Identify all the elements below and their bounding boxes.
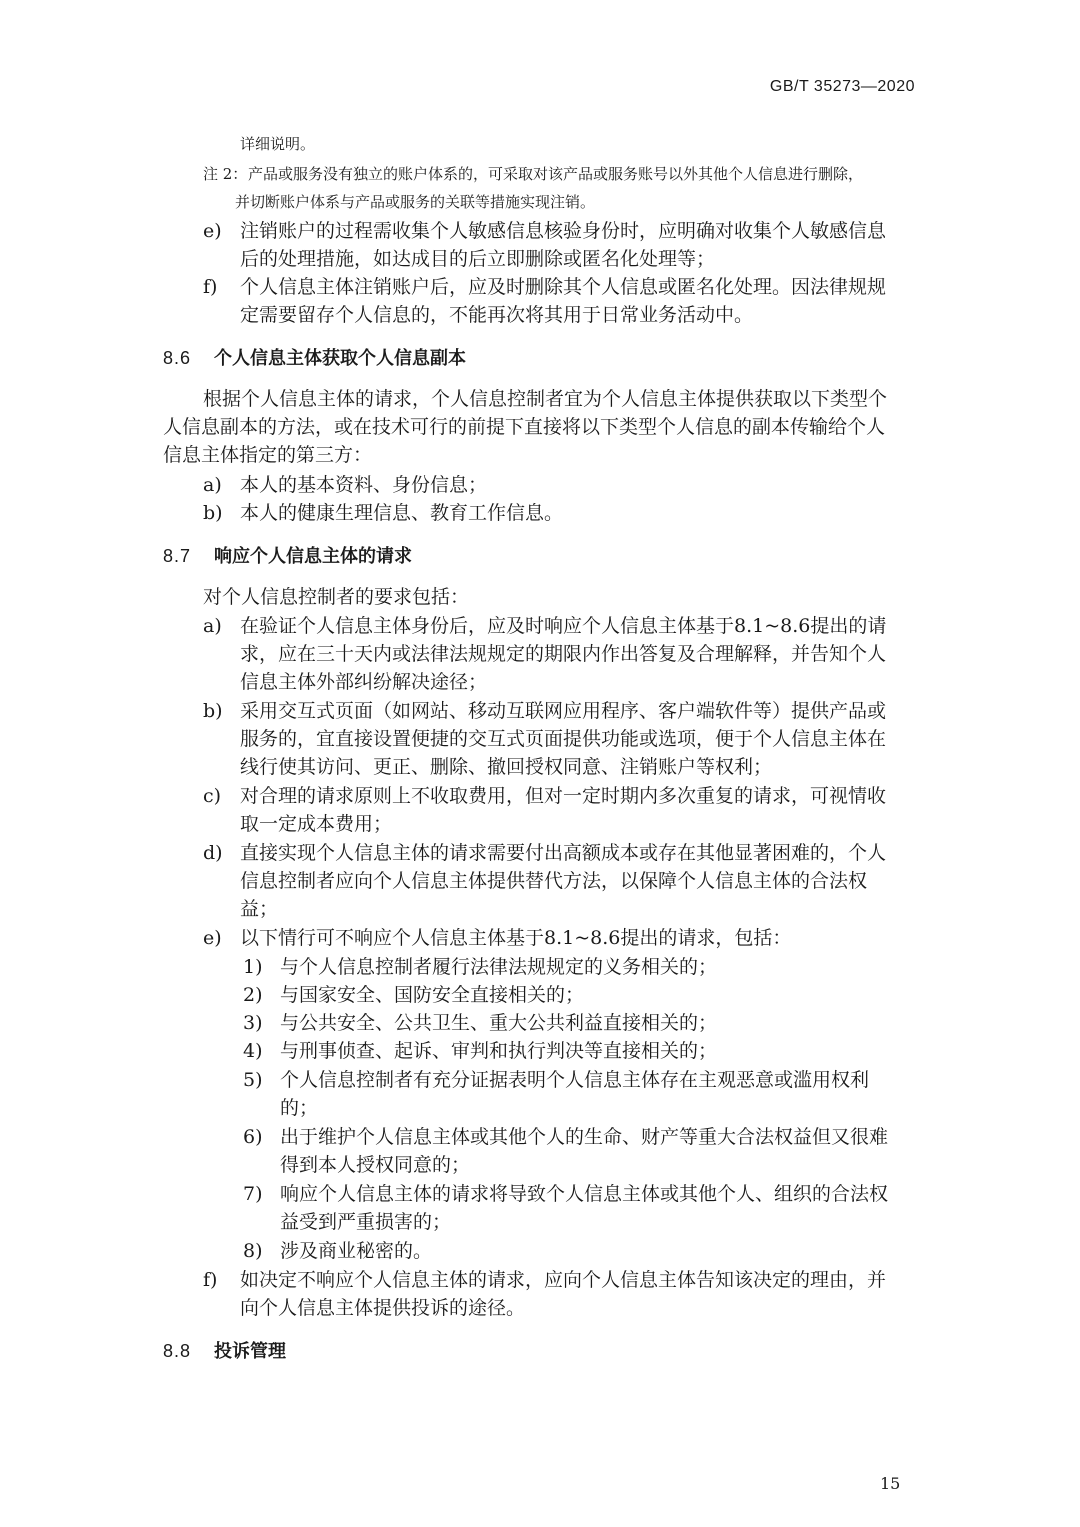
sublist-item-line: 与个人信息控制者履行法律法规规定的义务相关的；: [280, 956, 718, 978]
list-item-line: 信息主体外部纠纷解决途径；: [240, 671, 488, 693]
list-item-line: 取一定成本费用；: [240, 813, 393, 835]
paragraph-line: 信息主体指定的第三方：: [163, 444, 373, 466]
list-item-line: 向个人信息主体提供投诉的途径。: [240, 1297, 526, 1319]
sublist-item-line: 出于维护个人信息主体或其他个人的生命、财产等重大合法权益但又很难: [280, 1126, 889, 1148]
sublist-label: 5): [243, 1069, 263, 1091]
list-item-line: 在验证个人信息主体身份后，应及时响应个人信息主体基于8.1~8.6提出的请: [240, 615, 887, 637]
note-label: 注 2：: [203, 165, 248, 183]
list-label: b): [203, 700, 223, 722]
list-item-line: 定需要留存个人信息的，不能再次将其用于日常业务活动中。: [240, 304, 754, 326]
list-item-line: 益；: [240, 898, 279, 920]
sublist-label: 7): [243, 1183, 263, 1205]
list-item-line: 对合理的请求原则上不收取费用，但对一定时期内多次重复的请求，可视情收: [240, 785, 887, 807]
list-item-line: 本人的健康生理信息、教育工作信息。: [240, 502, 564, 524]
page-number: 15: [880, 1474, 901, 1493]
list-label: e): [203, 927, 222, 949]
list-item-line: 求，应在三十天内或法律法规规定的期限内作出答复及合理解释，并告知个人: [240, 643, 887, 665]
section-number: 8.7: [163, 546, 192, 566]
sublist-item-line: 益受到严重损害的；: [280, 1211, 452, 1233]
section-title: 个人信息主体获取个人信息副本: [214, 348, 467, 368]
list-item-line: 信息控制者应向个人信息主体提供替代方法，以保障个人信息主体的合法权: [240, 870, 868, 892]
sublist-item-line: 与刑事侦查、起诉、审判和执行判决等直接相关的；: [280, 1040, 718, 1062]
section-heading-8-6: [163, 344, 466, 370]
sublist-item-line: 的；: [280, 1097, 319, 1119]
section-title: 响应个人信息主体的请求: [214, 546, 413, 566]
paragraph-line: 人信息副本的方法，或在技术可行的前提下直接将以下类型个人信息的副本传输给个人: [163, 416, 886, 438]
list-item-line: 直接实现个人信息主体的请求需要付出高额成本或存在其他显著困难的，个人: [240, 842, 887, 864]
sublist-item-line: 响应个人信息主体的请求将导致个人信息主体或其他个人、组织的合法权: [280, 1183, 889, 1205]
list-label: a): [203, 615, 222, 637]
list-item-line: 如决定不响应个人信息主体的请求，应向个人信息主体告知该决定的理由，并: [240, 1269, 887, 1291]
sublist-item-line: 与国家安全、国防安全直接相关的；: [280, 984, 585, 1006]
list-label: a): [203, 474, 222, 496]
section-heading-8-7: [163, 542, 412, 568]
list-label: f): [203, 1269, 218, 1291]
section-number: 8.6: [163, 348, 192, 368]
list-item-line: 线行使其访问、更正、删除、撤回授权同意、注销账户等权利；: [240, 756, 773, 778]
section-number: 8.8: [163, 1341, 192, 1361]
list-item-line: 个人信息主体注销账户后，应及时删除其个人信息或匿名化处理。因法律规规: [240, 276, 887, 298]
sublist-label: 3): [243, 1012, 263, 1034]
section-heading-8-8: [163, 1337, 286, 1363]
list-label: b): [203, 502, 223, 524]
list-label: c): [203, 785, 222, 807]
list-item-line: 注销账户的过程需收集个人敏感信息核验身份时，应明确对收集个人敏感信息: [240, 220, 887, 242]
note-text-line2: 并切断账户体系与产品或服务的关联等措施实现注销。: [235, 193, 596, 211]
list-label: d): [203, 842, 223, 864]
list-item-line: 以下情行可不响应个人信息主体基于8.1~8.6提出的请求，包括：: [240, 927, 792, 949]
sublist-label: 8): [243, 1240, 263, 1262]
section-title: 投诉管理: [214, 1341, 287, 1361]
paragraph-line: 根据个人信息主体的请求，个人信息控制者宜为个人信息主体提供获取以下类型个: [203, 388, 888, 410]
list-item-line: 采用交互式页面（如网站、移动互联网应用程序、客户端软件等）提供产品或: [240, 700, 887, 722]
list-item-line: 后的处理措施，如达成目的后立即删除或匿名化处理等；: [240, 248, 716, 270]
sublist-item-line: 得到本人授权同意的；: [280, 1154, 471, 1176]
sublist-item-line: 个人信息控制者有充分证据表明个人信息主体存在主观恶意或滥用权利: [280, 1069, 870, 1091]
sublist-item-line: 涉及商业秘密的。: [280, 1240, 433, 1262]
sublist-label: 6): [243, 1126, 263, 1148]
list-label: e): [203, 220, 222, 242]
paragraph-line: 对个人信息控制者的要求包括：: [203, 586, 470, 608]
sublist-label: 4): [243, 1040, 263, 1062]
sublist-label: 2): [243, 984, 263, 1006]
list-item-line: 本人的基本资料、身份信息；: [240, 474, 488, 496]
sublist-label: 1): [243, 956, 263, 978]
continuation-text: 详细说明。: [240, 135, 316, 153]
sublist-item-line: 与公共安全、公共卫生、重大公共利益直接相关的；: [280, 1012, 718, 1034]
list-item-line: 服务的，宜直接设置便捷的交互式页面提供功能或选项，便于个人信息主体在: [240, 728, 887, 750]
standard-code: GB/T 35273—2020: [769, 78, 915, 95]
note-text-line1: 产品或服务没有独立的账户体系的，可采取对该产品或服务账号以外其他个人信息进行删除，: [248, 165, 864, 183]
list-label: f): [203, 276, 218, 298]
